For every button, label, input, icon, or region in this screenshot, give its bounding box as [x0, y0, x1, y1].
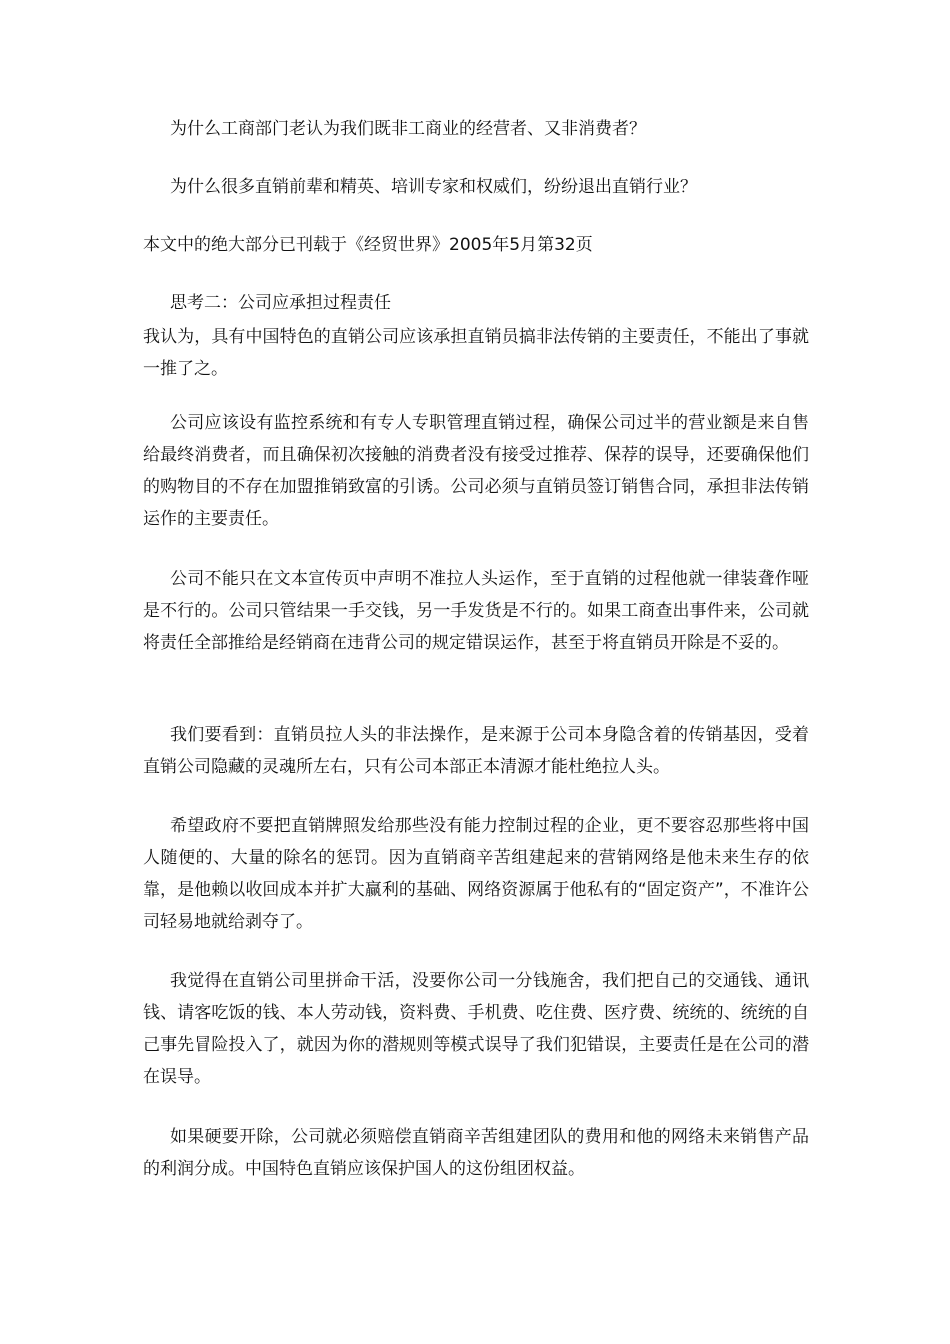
body-paragraph-4: 我们要看到：直销员拉人头的非法操作，是来源于公司本身隐含着的传销基因，受着直销公司隐藏的灵魂所左右，只有公司本部正本清源才能杜绝拉人头。 [143, 725, 809, 777]
body-paragraph-6: 我觉得在直销公司里拼命干活，没要你公司一分钱施舍，我们把自己的交通钱、通讯钱、请客吃饭的钱、本人劳动钱，资料费、手机费、吃住费、医疗费、统统的、统统的自己事先冒险投入了，就因为你的潜规则等模式误导了我们犯错误，主要责任是在公司的潜在误导。 [143, 971, 809, 1087]
body-paragraph-7: 如果硬要开除，公司就必须赔偿直销商辛苦组建团队的费用和他的网络未来销售产品的利润分成。中国特色直销应该保护国人的这份组团权益。 [143, 1127, 809, 1179]
question-paragraph-1: 为什么工商部门老认为我们既非工商业的经营者、又非消费者？ [170, 119, 646, 139]
body-paragraph-3: 公司不能只在文本宣传页中声明不准拉人头运作，至于直销的过程他就一律装聋作哑是不行的。公司只管结果一手交钱，另一手发货是不行的。如果工商查出事件来，公司就将责任全部推给是经销商在违背公司的规定错误运作，甚至于将直销员开除是不妥的。 [143, 569, 809, 653]
body-paragraph-1: 我认为，具有中国特色的直销公司应该承担直销员搞非法传销的主要责任，不能出了事就一推了之。 [143, 327, 809, 379]
section-heading: 思考二：公司应承担过程责任 [170, 293, 391, 313]
body-paragraph-2: 公司应该设有监控系统和有专人专职管理直销过程，确保公司过半的营业额是来自售给最终消费者，而且确保初次接触的消费者没有接受过推荐、保荐的误导，还要确保他们的购物目的不存在加盟推销致富的引诱。公司必须与直销员签订销售合同，承担非法传销运作的主要责任。 [143, 413, 809, 529]
question-paragraph-2: 为什么很多直销前辈和精英、培训专家和权威们，纷纷退出直销行业？ [170, 177, 697, 197]
body-paragraph-5: 希望政府不要把直销牌照发给那些没有能力控制过程的企业，更不要容忍那些将中国人随便的、大量的除名的惩罚。因为直销商辛苦组建起来的营销网络是他未来生存的依靠，是他赖以收回成本并扩大赢利的基础、网络资源属于他私有的“固定资产”，不准许公司轻易地就给剥夺了。 [143, 816, 809, 932]
source-note: 本文中的绝大部分已刊载于《经贸世界》2005年5月第32页 [143, 235, 593, 255]
